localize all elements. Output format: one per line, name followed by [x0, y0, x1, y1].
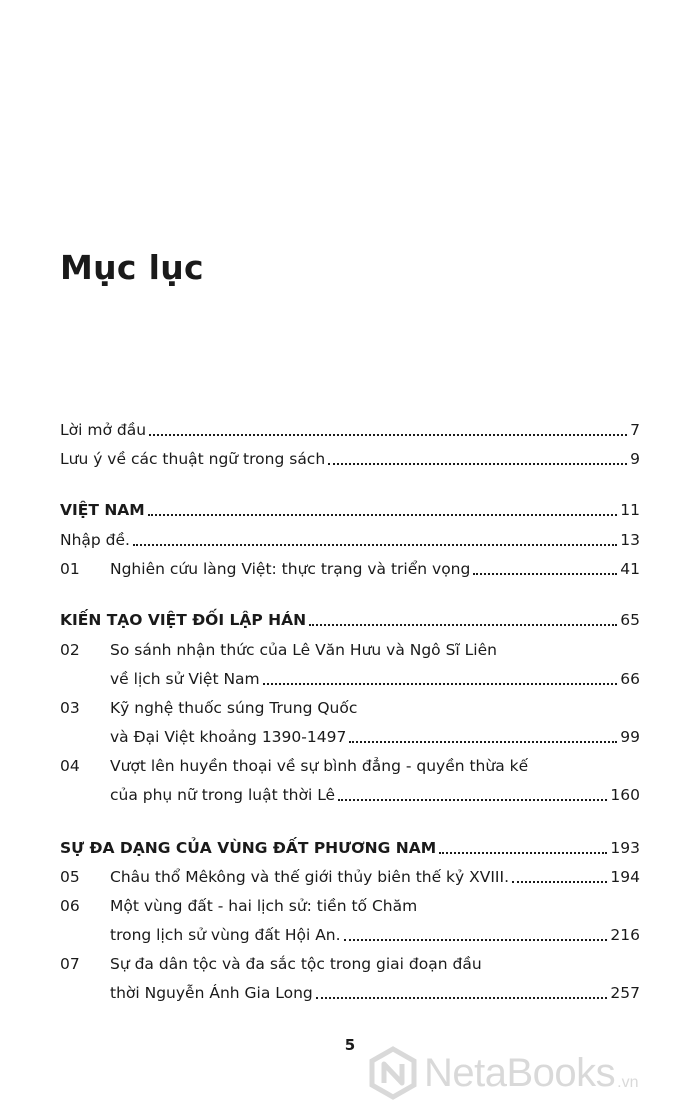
toc-entry-title: Một vùng đất - hai lịch sử: tiền tố Chăm	[110, 897, 418, 915]
toc-chapter-02-line1[interactable]	[60, 638, 640, 662]
toc-page-number: 11	[620, 501, 640, 519]
toc-section-su-da-dang[interactable]	[60, 836, 640, 860]
toc-page-number: 7	[630, 421, 640, 439]
toc-chapter-07-line1[interactable]	[60, 952, 640, 976]
watermark-text: NetaBooks	[424, 1050, 616, 1095]
toc-entry-luu-y[interactable]	[60, 447, 640, 471]
toc-page-number: 41	[620, 560, 640, 578]
dot-leader	[439, 852, 607, 854]
toc-chapter-01[interactable]	[60, 557, 640, 581]
dot-leader	[473, 573, 617, 575]
toc-entry-title: Lời mở đầu	[60, 421, 147, 439]
toc-section-title: KIẾN TẠO VIỆT ĐỐI LẬP HÁN	[60, 611, 307, 629]
toc-page-number: 9	[630, 450, 640, 468]
toc-section-kien-tao[interactable]	[60, 608, 640, 632]
dot-leader	[338, 799, 607, 801]
chapter-number: 01	[60, 560, 80, 578]
toc-chapter-03-line2[interactable]	[110, 725, 640, 749]
toc-entry-title: Nghiên cứu làng Việt: thực trạng và triển vọng	[110, 560, 471, 578]
chapter-number: 04	[60, 757, 80, 775]
dot-leader	[316, 997, 608, 999]
toc-page-number: 193	[610, 839, 640, 857]
toc-section-title: SỰ ĐA DẠNG CỦA VÙNG ĐẤT PHƯƠNG NAM	[60, 839, 437, 857]
toc-page-number: 13	[620, 531, 640, 549]
chapter-number: 05	[60, 868, 80, 886]
toc-chapter-04-line1[interactable]	[60, 754, 640, 778]
toc-page-number: 257	[610, 984, 640, 1002]
toc-chapter-06-line2[interactable]	[110, 923, 640, 947]
netabooks-logo-icon	[366, 1046, 420, 1100]
toc-chapter-04-line2[interactable]	[110, 783, 640, 807]
toc-entry-title-cont: thời Nguyễn Ánh Gia Long	[110, 984, 313, 1002]
toc-entry-title: Lưu ý về các thuật ngữ trong sách	[60, 450, 326, 468]
toc-section-viet-nam[interactable]	[60, 498, 640, 522]
dot-leader	[148, 514, 618, 516]
toc-chapter-03-line1[interactable]	[60, 696, 640, 720]
dot-leader	[328, 463, 627, 465]
toc-page-number: 194	[610, 868, 640, 886]
toc-entry-title-cont: và Đại Việt khoảng 1390-1497	[110, 728, 347, 746]
toc-entry-title: So sánh nhận thức của Lê Văn Hưu và Ngô Sĩ Liên	[110, 641, 497, 659]
dot-leader	[133, 544, 617, 546]
toc-chapter-02-line2[interactable]	[110, 667, 640, 691]
toc-entry-loi-mo-dau[interactable]	[60, 418, 640, 442]
toc-page-number: 216	[610, 926, 640, 944]
toc-entry-title: Châu thổ Mêkông và thế giới thủy biên thế kỷ XVIII.	[110, 868, 509, 886]
dot-leader	[512, 881, 607, 883]
toc-section-title: VIỆT NAM	[60, 501, 145, 519]
toc-page-number: 99	[620, 728, 640, 746]
toc-page-number: 66	[620, 670, 640, 688]
toc-entry-nhap-de[interactable]	[60, 528, 640, 552]
toc-chapter-07-line2[interactable]	[110, 981, 640, 1005]
page-number: 5	[344, 1036, 356, 1054]
toc-entry-title-cont: trong lịch sử vùng đất Hội An.	[110, 926, 341, 944]
dot-leader	[349, 741, 617, 743]
toc-chapter-05[interactable]	[60, 865, 640, 889]
toc-entry-title: Kỹ nghệ thuốc súng Trung Quốc	[110, 699, 358, 717]
page-title: Mục lục	[60, 248, 204, 287]
chapter-number: 07	[60, 955, 80, 973]
chapter-number: 02	[60, 641, 80, 659]
chapter-number: 03	[60, 699, 80, 717]
dot-leader	[263, 683, 618, 685]
toc-entry-title: Nhập đề.	[60, 531, 130, 549]
watermark	[366, 1046, 639, 1100]
dot-leader	[344, 939, 608, 941]
dot-leader	[149, 434, 627, 436]
toc-entry-title: Vượt lên huyền thoại về sự bình đẳng - quyền thừa kế	[110, 757, 529, 775]
toc-entry-title-cont: của phụ nữ trong luật thời Lê	[110, 786, 336, 804]
chapter-number: 06	[60, 897, 80, 915]
toc-chapter-06-line1[interactable]	[60, 894, 640, 918]
toc-entry-title: Sự đa dân tộc và đa sắc tộc trong giai đoạn đầu	[110, 955, 482, 973]
dot-leader	[309, 624, 617, 626]
watermark-suffix: .vn	[617, 1074, 639, 1091]
toc-page-number: 65	[620, 611, 640, 629]
toc-page-number: 160	[610, 786, 640, 804]
toc-entry-title-cont: về lịch sử Việt Nam	[110, 670, 260, 688]
